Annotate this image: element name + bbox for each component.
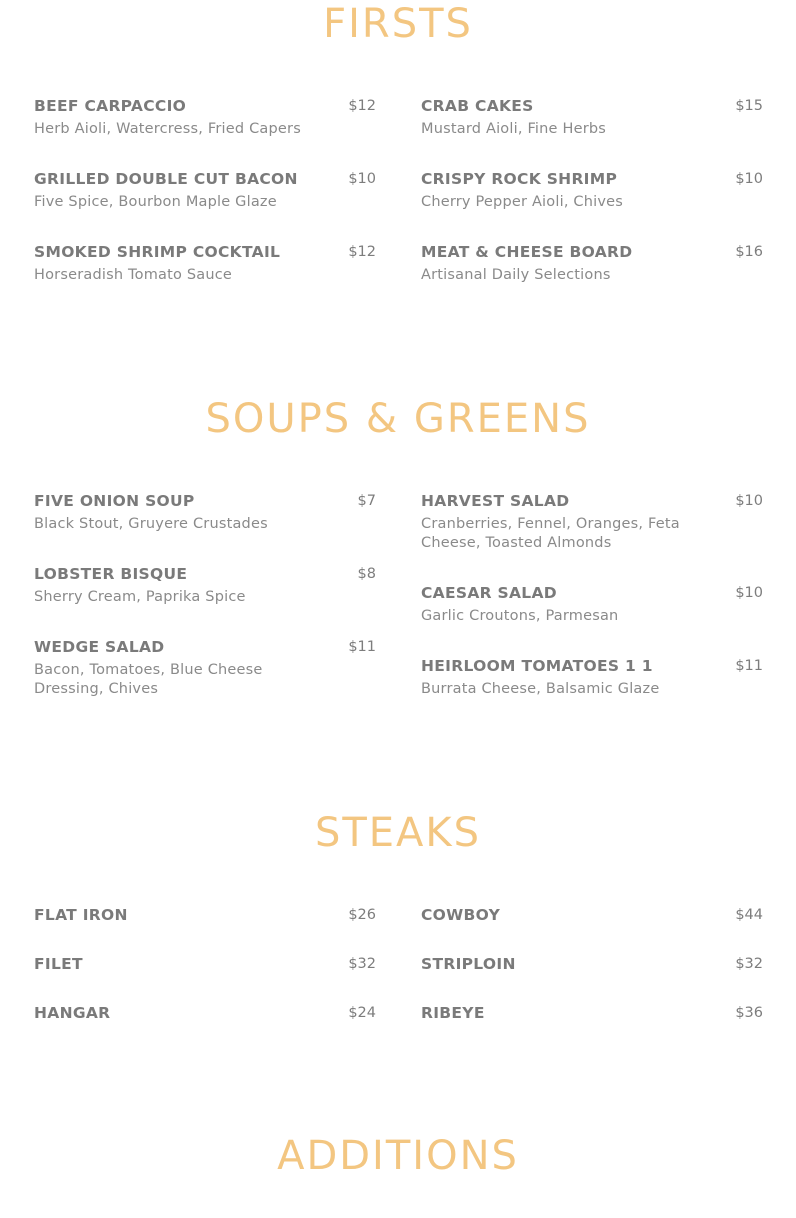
item-name: SMOKED SHRIMP COCKTAIL <box>34 243 281 261</box>
item-price: $32 <box>735 956 763 972</box>
item-price: $26 <box>348 907 376 923</box>
item-name: HEIRLOOM TOMATOES 1 1 <box>421 657 653 675</box>
menu-item <box>34 905 376 925</box>
menu-item <box>421 242 763 285</box>
section-title: STEAKS <box>314 810 482 856</box>
item-description: Burrata Cheese, Balsamic Glaze <box>421 681 660 697</box>
item-price: $24 <box>348 1005 376 1021</box>
item-name: STRIPLOIN <box>421 955 516 973</box>
item-name: FIVE ONION SOUP <box>34 492 195 510</box>
item-name: RIBEYE <box>421 1004 485 1022</box>
item-price: $32 <box>348 956 376 972</box>
menu-item <box>34 491 376 534</box>
item-name: COWBOY <box>421 906 501 924</box>
item-description: Cranberries, Fennel, Oranges, Feta Cheese, Toasted Almonds <box>421 516 680 551</box>
item-price: $15 <box>735 98 763 114</box>
item-description: Mustard Aioli, Fine Herbs <box>421 121 607 137</box>
item-price: $12 <box>348 244 376 260</box>
item-name: FLAT IRON <box>34 906 128 924</box>
item-name: WEDGE SALAD <box>34 638 165 656</box>
item-description: Horseradish Tomato Sauce <box>34 267 233 283</box>
menu-item <box>421 583 763 626</box>
item-name: GRILLED DOUBLE CUT BACON <box>34 170 298 188</box>
menu-item <box>34 169 376 212</box>
menu-item <box>421 491 763 553</box>
item-description: Cherry Pepper Aioli, Chives <box>421 194 624 210</box>
item-price: $16 <box>735 244 763 260</box>
menu-item <box>421 96 763 139</box>
menu-item <box>421 656 763 699</box>
section-title: SOUPS & GREENS <box>205 396 591 442</box>
item-price: $44 <box>735 907 763 923</box>
item-description: Artisanal Daily Selections <box>421 267 611 283</box>
menu-item <box>421 169 763 212</box>
item-price: $11 <box>348 639 376 655</box>
menu-item <box>34 242 376 285</box>
item-name: FILET <box>34 955 83 973</box>
item-price: $10 <box>348 171 376 187</box>
item-name: CAESAR SALAD <box>421 584 557 602</box>
section-title: FIRSTS <box>323 1 473 47</box>
menu-item <box>34 1003 376 1023</box>
item-price: $36 <box>735 1005 763 1021</box>
menu-item <box>34 637 376 699</box>
menu-item <box>34 954 376 974</box>
menu-item <box>421 954 763 974</box>
item-price: $7 <box>357 493 376 509</box>
menu-item <box>421 905 763 925</box>
item-price: $10 <box>735 493 763 509</box>
item-name: HARVEST SALAD <box>421 492 570 510</box>
menu-item <box>421 1003 763 1023</box>
item-description: Bacon, Tomatoes, Blue Cheese Dressing, Chives <box>34 662 263 697</box>
item-name: HANGAR <box>34 1004 111 1022</box>
item-price: $10 <box>735 585 763 601</box>
item-name: MEAT & CHEESE BOARD <box>421 243 633 261</box>
section-title: ADDITIONS <box>277 1133 519 1179</box>
item-description: Sherry Cream, Paprika Spice <box>34 589 246 605</box>
item-price: $12 <box>348 98 376 114</box>
item-price: $11 <box>735 658 763 674</box>
item-name: LOBSTER BISQUE <box>34 565 188 583</box>
menu-item <box>34 564 376 607</box>
item-name: CRAB CAKES <box>421 97 534 115</box>
item-description: Herb Aioli, Watercress, Fried Capers <box>34 121 301 137</box>
item-description: Five Spice, Bourbon Maple Glaze <box>34 194 277 210</box>
item-description: Garlic Croutons, Parmesan <box>421 608 619 624</box>
menu-item <box>34 96 376 139</box>
item-name: BEEF CARPACCIO <box>34 97 187 115</box>
item-price: $10 <box>735 171 763 187</box>
item-name: CRISPY ROCK SHRIMP <box>421 170 618 188</box>
item-description: Black Stout, Gruyere Crustades <box>34 516 268 532</box>
item-price: $8 <box>357 566 376 582</box>
